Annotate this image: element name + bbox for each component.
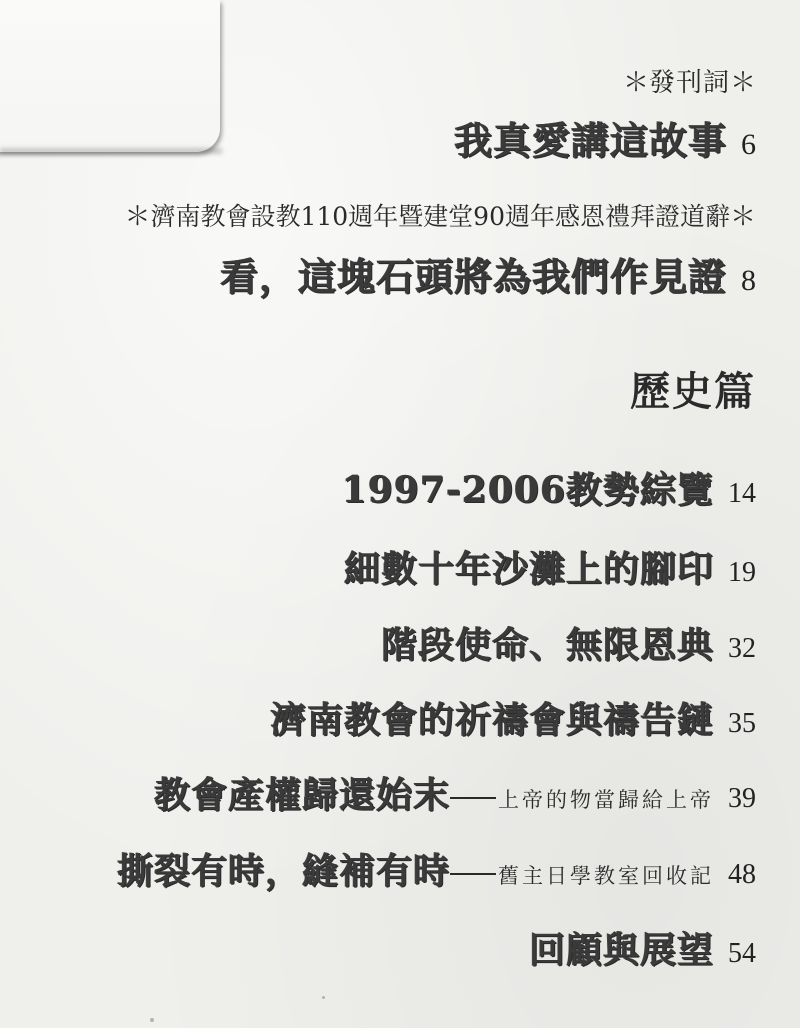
toc-entry[interactable]: [342, 462, 756, 513]
entry-title: 看，這塊石頭將為我們作見證: [219, 254, 727, 299]
scan-speck: [150, 1018, 154, 1022]
star-left-icon: ＊: [124, 202, 151, 232]
entry-subtitle: 上帝的物當歸給上帝: [498, 788, 714, 812]
page-number: 8: [741, 264, 756, 297]
sermon-label: 濟南教會設教110週年暨建堂90週年感恩禮拜證道辭: [150, 202, 730, 231]
scan-speck: [322, 996, 325, 999]
toc-entry[interactable]: [529, 922, 756, 973]
section-heading-history: 歷史篇: [630, 369, 756, 415]
star-right-icon: ＊: [729, 202, 756, 232]
toc-entry[interactable]: [344, 541, 756, 592]
toc-entry[interactable]: [154, 767, 756, 818]
page-number: 54: [728, 938, 756, 969]
toc-entry[interactable]: [270, 692, 756, 743]
foreword-label: 發刊詞: [648, 68, 730, 98]
page-number: 48: [728, 859, 756, 890]
page-number: 6: [741, 128, 756, 161]
entry-title: 1997-2006教勢綜覽: [341, 469, 714, 511]
sermon-label-line: [124, 196, 756, 233]
foreword-label-line: [623, 62, 756, 99]
page-number: 19: [728, 557, 756, 588]
star-right-icon: ＊: [729, 68, 756, 98]
entry-title: 濟南教會的祈禱會與禱告鏈: [269, 699, 714, 741]
star-left-icon: ＊: [622, 68, 649, 98]
entry-title: 階段使命、無限恩典: [380, 624, 714, 666]
toc-entry-foreword[interactable]: [454, 110, 756, 165]
em-dash-divider: [450, 797, 496, 799]
page-number: 32: [728, 633, 756, 664]
toc-entry[interactable]: [381, 617, 756, 668]
toc-entry-sermon[interactable]: [220, 246, 756, 301]
toc-entry[interactable]: [117, 843, 756, 894]
page-number: 39: [728, 783, 756, 814]
entry-title: 撕裂有時，縫補有時: [116, 850, 450, 892]
page-number: 35: [728, 708, 756, 739]
entry-title: 我真愛講這故事: [453, 118, 727, 163]
entry-title: 教會產權歸還始末: [153, 774, 450, 816]
entry-subtitle: 舊主日學教室回收記: [498, 864, 714, 888]
page-tab-shadow: [0, 148, 222, 154]
em-dash-divider: [450, 873, 496, 875]
page-tab-corner: [0, 0, 220, 152]
page-number: 14: [728, 478, 756, 509]
entry-title: 回顧與展望: [528, 929, 714, 971]
entry-title: 細數十年沙灘上的腳印: [343, 548, 714, 590]
